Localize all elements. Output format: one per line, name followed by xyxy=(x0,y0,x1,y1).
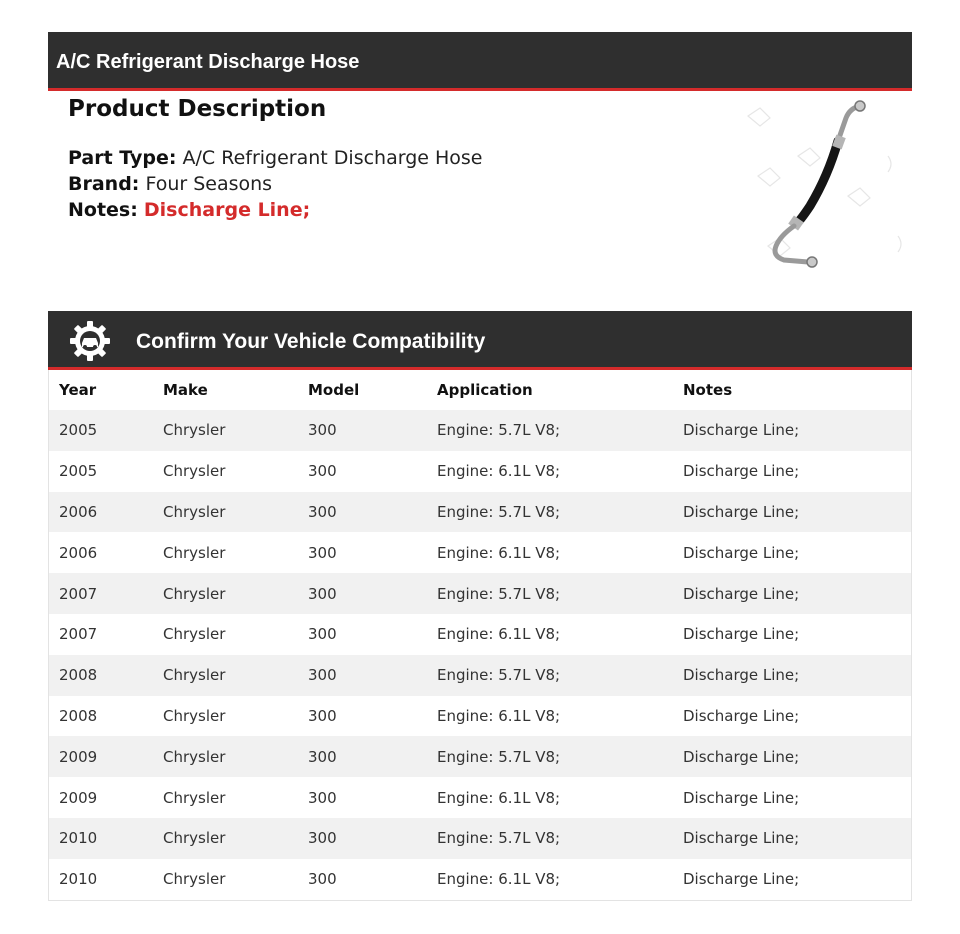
page-title: A/C Refrigerant Discharge Hose xyxy=(56,51,360,73)
product-description xyxy=(68,96,483,223)
cell-application: Engine: 5.7L V8; xyxy=(427,655,673,696)
cell-make: Chrysler xyxy=(153,492,298,533)
notes-value: Discharge Line; xyxy=(143,199,311,221)
cell-application: Engine: 6.1L V8; xyxy=(427,696,673,737)
cell-year: 2006 xyxy=(49,492,153,533)
table-row xyxy=(49,818,911,859)
column-header-notes: Notes xyxy=(673,370,911,410)
cell-make: Chrysler xyxy=(153,818,298,859)
cell-notes: Discharge Line; xyxy=(673,614,911,655)
cell-notes: Discharge Line; xyxy=(673,492,911,533)
cell-notes: Discharge Line; xyxy=(673,655,911,696)
table-row xyxy=(49,532,911,573)
table-row xyxy=(49,859,911,900)
cell-make: Chrysler xyxy=(153,614,298,655)
cell-model: 300 xyxy=(298,492,427,533)
cell-year: 2007 xyxy=(49,614,153,655)
cell-model: 300 xyxy=(298,451,427,492)
cell-application: Engine: 5.7L V8; xyxy=(427,818,673,859)
cell-application: Engine: 6.1L V8; xyxy=(427,532,673,573)
cell-year: 2007 xyxy=(49,573,153,614)
column-header-application: Application xyxy=(427,370,673,410)
table-row xyxy=(49,492,911,533)
cell-year: 2010 xyxy=(49,818,153,859)
compatibility-title: Confirm Your Vehicle Compatibility xyxy=(136,330,486,353)
table-row xyxy=(49,410,911,451)
gear-car-icon xyxy=(69,320,111,362)
cell-application: Engine: 5.7L V8; xyxy=(427,573,673,614)
brand-line xyxy=(68,171,483,197)
cell-application: Engine: 6.1L V8; xyxy=(427,614,673,655)
cell-make: Chrysler xyxy=(153,532,298,573)
table-header-row xyxy=(49,370,911,410)
cell-make: Chrysler xyxy=(153,859,298,900)
cell-application: Engine: 6.1L V8; xyxy=(427,451,673,492)
cell-notes: Discharge Line; xyxy=(673,451,911,492)
cell-model: 300 xyxy=(298,573,427,614)
table-row xyxy=(49,655,911,696)
cell-model: 300 xyxy=(298,859,427,900)
cell-make: Chrysler xyxy=(153,451,298,492)
cell-model: 300 xyxy=(298,410,427,451)
description-heading: Product Description xyxy=(68,96,327,122)
column-header-make: Make xyxy=(153,370,298,410)
product-image xyxy=(738,96,908,276)
cell-year: 2008 xyxy=(49,655,153,696)
cell-application: Engine: 5.7L V8; xyxy=(427,492,673,533)
notes-label: Notes: xyxy=(68,199,138,221)
column-header-year: Year xyxy=(49,370,153,410)
compatibility-table xyxy=(48,370,912,901)
brand-label: Brand: xyxy=(68,173,140,195)
part-type-value: A/C Refrigerant Discharge Hose xyxy=(182,147,483,169)
cell-model: 300 xyxy=(298,777,427,818)
table-row xyxy=(49,736,911,777)
table-row xyxy=(49,451,911,492)
cell-notes: Discharge Line; xyxy=(673,573,911,614)
cell-year: 2008 xyxy=(49,696,153,737)
cell-make: Chrysler xyxy=(153,777,298,818)
cell-model: 300 xyxy=(298,614,427,655)
cell-notes: Discharge Line; xyxy=(673,532,911,573)
cell-make: Chrysler xyxy=(153,410,298,451)
compatibility-bar xyxy=(48,311,912,370)
cell-year: 2005 xyxy=(49,451,153,492)
cell-notes: Discharge Line; xyxy=(673,410,911,451)
cell-application: Engine: 5.7L V8; xyxy=(427,736,673,777)
cell-model: 300 xyxy=(298,655,427,696)
part-type-label: Part Type: xyxy=(68,147,177,169)
cell-year: 2010 xyxy=(49,859,153,900)
cell-make: Chrysler xyxy=(153,736,298,777)
notes-line xyxy=(68,197,483,223)
cell-year: 2009 xyxy=(49,736,153,777)
cell-notes: Discharge Line; xyxy=(673,859,911,900)
brand-value: Four Seasons xyxy=(145,173,273,195)
cell-model: 300 xyxy=(298,696,427,737)
table-row xyxy=(49,777,911,818)
cell-application: Engine: 5.7L V8; xyxy=(427,410,673,451)
table-row xyxy=(49,696,911,737)
cell-application: Engine: 6.1L V8; xyxy=(427,859,673,900)
cell-model: 300 xyxy=(298,736,427,777)
title-bar xyxy=(48,32,912,91)
cell-notes: Discharge Line; xyxy=(673,736,911,777)
cell-model: 300 xyxy=(298,818,427,859)
cell-make: Chrysler xyxy=(153,655,298,696)
cell-model: 300 xyxy=(298,532,427,573)
cell-notes: Discharge Line; xyxy=(673,818,911,859)
table-row xyxy=(49,614,911,655)
table-row xyxy=(49,573,911,614)
cell-year: 2009 xyxy=(49,777,153,818)
cell-notes: Discharge Line; xyxy=(673,696,911,737)
cell-make: Chrysler xyxy=(153,696,298,737)
cell-notes: Discharge Line; xyxy=(673,777,911,818)
cell-year: 2005 xyxy=(49,410,153,451)
cell-year: 2006 xyxy=(49,532,153,573)
cell-application: Engine: 6.1L V8; xyxy=(427,777,673,818)
column-header-model: Model xyxy=(298,370,427,410)
part-type-line xyxy=(68,145,483,171)
cell-make: Chrysler xyxy=(153,573,298,614)
